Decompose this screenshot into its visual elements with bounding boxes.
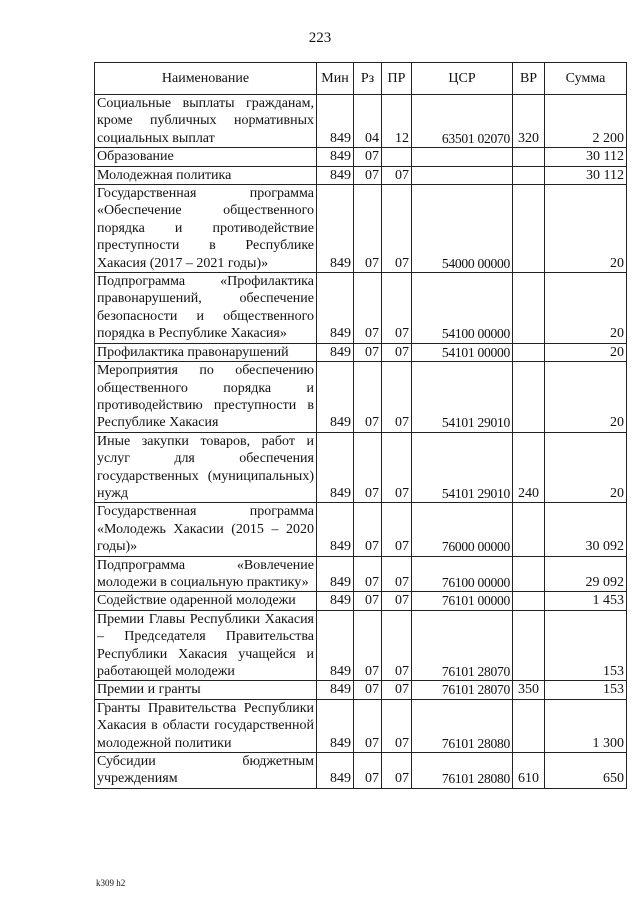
cell-name: Мероприятия по обеспечению общественного порядка и противодействию преступности в Республике Хакасия	[95, 362, 317, 433]
cell-pr: 07	[382, 185, 412, 273]
cell-pr: 12	[382, 95, 412, 148]
cell-name: Премии и гранты	[95, 681, 317, 699]
cell-csr	[412, 148, 513, 166]
table-row	[95, 185, 627, 273]
cell-pr: 07	[382, 681, 412, 699]
cell-min: 849	[317, 432, 354, 503]
cell-pr: 07	[382, 166, 412, 184]
cell-rz: 07	[354, 432, 382, 503]
cell-min: 849	[317, 681, 354, 699]
cell-min: 849	[317, 592, 354, 610]
cell-name: Государственная программа «Молодежь Хакасии (2015 – 2020 годы)»	[95, 503, 317, 556]
cell-csr	[412, 166, 513, 184]
cell-csr: 76101 28070	[412, 681, 513, 699]
cell-min: 849	[317, 273, 354, 344]
table-row	[95, 592, 627, 610]
cell-vr	[513, 362, 545, 433]
cell-name: Профилактика правонарушений	[95, 343, 317, 361]
footer-code: k309 h2	[96, 878, 126, 888]
cell-sum: 20	[545, 432, 627, 503]
budget-table	[94, 62, 627, 789]
table-row	[95, 699, 627, 752]
cell-min: 849	[317, 699, 354, 752]
cell-vr	[513, 592, 545, 610]
cell-vr: 320	[513, 95, 545, 148]
cell-sum: 30 092	[545, 503, 627, 556]
cell-sum: 20	[545, 343, 627, 361]
cell-vr	[513, 699, 545, 752]
table-body	[95, 95, 627, 789]
cell-pr: 07	[382, 556, 412, 592]
cell-vr: 350	[513, 681, 545, 699]
cell-pr: 07	[382, 432, 412, 503]
cell-rz: 07	[354, 610, 382, 681]
cell-min: 849	[317, 610, 354, 681]
cell-vr	[513, 185, 545, 273]
cell-name: Государственная программа «Обеспечение общественного порядка и противодействие преступности в Республике Хакасия (2017 – 2021 годы)»	[95, 185, 317, 273]
cell-sum: 2 200	[545, 95, 627, 148]
cell-name: Образование	[95, 148, 317, 166]
header-csr: ЦСР	[412, 63, 513, 95]
cell-pr: 07	[382, 610, 412, 681]
cell-rz: 07	[354, 556, 382, 592]
table-row	[95, 362, 627, 433]
cell-min: 849	[317, 343, 354, 361]
cell-sum: 30 112	[545, 166, 627, 184]
cell-csr: 76101 28080	[412, 753, 513, 789]
page-number: 223	[308, 30, 332, 46]
cell-csr: 76101 00000	[412, 592, 513, 610]
cell-min: 849	[317, 503, 354, 556]
header-vr: ВР	[513, 63, 545, 95]
cell-sum: 30 112	[545, 148, 627, 166]
cell-vr	[513, 343, 545, 361]
cell-csr: 54101 29010	[412, 362, 513, 433]
cell-rz: 07	[354, 503, 382, 556]
header-name: Наименование	[95, 63, 317, 95]
table-header-row	[95, 63, 627, 95]
cell-min: 849	[317, 148, 354, 166]
cell-name: Гранты Правительства Республики Хакасия в области государственной молодежной политики	[95, 699, 317, 752]
cell-rz: 04	[354, 95, 382, 148]
cell-vr	[513, 148, 545, 166]
cell-pr: 07	[382, 753, 412, 789]
cell-min: 849	[317, 362, 354, 433]
cell-csr: 76000 00000	[412, 503, 513, 556]
table-row	[95, 95, 627, 148]
cell-min: 849	[317, 166, 354, 184]
cell-pr	[382, 148, 412, 166]
cell-sum: 29 092	[545, 556, 627, 592]
cell-pr: 07	[382, 362, 412, 433]
cell-rz: 07	[354, 753, 382, 789]
cell-csr: 54101 29010	[412, 432, 513, 503]
table-row	[95, 503, 627, 556]
table-row	[95, 343, 627, 361]
cell-min: 849	[317, 556, 354, 592]
cell-pr: 07	[382, 592, 412, 610]
table-row	[95, 753, 627, 789]
cell-pr: 07	[382, 343, 412, 361]
cell-rz: 07	[354, 148, 382, 166]
header-min: Мин	[317, 63, 354, 95]
cell-min: 849	[317, 95, 354, 148]
table-row	[95, 556, 627, 592]
cell-sum: 153	[545, 610, 627, 681]
cell-csr: 76101 28070	[412, 610, 513, 681]
cell-rz: 07	[354, 343, 382, 361]
cell-pr: 07	[382, 503, 412, 556]
cell-vr	[513, 556, 545, 592]
cell-min: 849	[317, 185, 354, 273]
header-rz: Рз	[354, 63, 382, 95]
table-row	[95, 432, 627, 503]
cell-name: Субсидии бюджетным учреждениям	[95, 753, 317, 789]
cell-csr: 54100 00000	[412, 273, 513, 344]
cell-sum: 650	[545, 753, 627, 789]
cell-name: Премии Главы Республики Хакасия – Председателя Правительства Республики Хакасия учащейся и работающей молодежи	[95, 610, 317, 681]
cell-csr: 54101 00000	[412, 343, 513, 361]
cell-csr: 63501 02070	[412, 95, 513, 148]
cell-name: Подпрограмма «Профилактика правонарушений, обеспечение безопасности и общественного порядка в Республике Хакасия»	[95, 273, 317, 344]
cell-rz: 07	[354, 592, 382, 610]
cell-csr: 54000 00000	[412, 185, 513, 273]
cell-pr: 07	[382, 699, 412, 752]
cell-name: Социальные выплаты гражданам, кроме публичных нормативных социальных выплат	[95, 95, 317, 148]
cell-rz: 07	[354, 185, 382, 273]
cell-sum: 20	[545, 185, 627, 273]
cell-min: 849	[317, 753, 354, 789]
cell-name: Молодежная политика	[95, 166, 317, 184]
cell-csr: 76101 28080	[412, 699, 513, 752]
table-row	[95, 148, 627, 166]
table-row	[95, 681, 627, 699]
header-pr: ПР	[382, 63, 412, 95]
cell-rz: 07	[354, 166, 382, 184]
header-sum: Сумма	[545, 63, 627, 95]
cell-rz: 07	[354, 362, 382, 433]
cell-rz: 07	[354, 681, 382, 699]
cell-sum: 1 453	[545, 592, 627, 610]
cell-name: Содействие одаренной молодежи	[95, 592, 317, 610]
table-row	[95, 166, 627, 184]
cell-vr	[513, 166, 545, 184]
cell-name: Иные закупки товаров, работ и услуг для обеспечения государственных (муниципальных) нужд	[95, 432, 317, 503]
cell-rz: 07	[354, 699, 382, 752]
cell-vr: 240	[513, 432, 545, 503]
cell-sum: 20	[545, 273, 627, 344]
cell-vr: 610	[513, 753, 545, 789]
table-row	[95, 610, 627, 681]
cell-vr	[513, 273, 545, 344]
table-row	[95, 273, 627, 344]
cell-pr: 07	[382, 273, 412, 344]
cell-sum: 1 300	[545, 699, 627, 752]
cell-sum: 20	[545, 362, 627, 433]
cell-csr: 76100 00000	[412, 556, 513, 592]
cell-name: Подпрограмма «Вовлечение молодежи в социальную практику»	[95, 556, 317, 592]
cell-vr	[513, 503, 545, 556]
cell-sum: 153	[545, 681, 627, 699]
cell-rz: 07	[354, 273, 382, 344]
cell-vr	[513, 610, 545, 681]
